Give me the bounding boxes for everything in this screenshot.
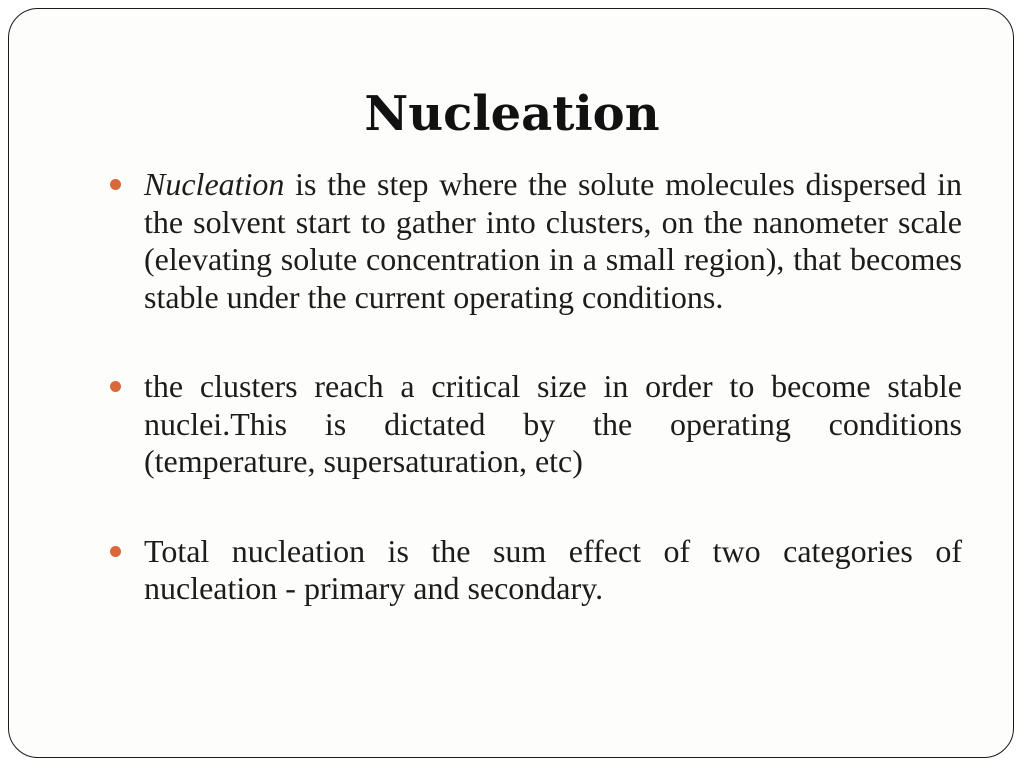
bullet-dot-icon — [110, 381, 121, 392]
bullet-1-emphasis: Nucleation — [144, 166, 285, 202]
bullet-item-1 — [144, 166, 962, 316]
bullet-3-text: Total nucleation is the sum effect of two categories of nucleation - primary and secondary. — [144, 532, 962, 606]
bullet-2-text: the clusters reach a critical size in order to become stable nuclei.This is dictated by the operating conditions (temperature, supersaturation, etc) — [144, 368, 962, 479]
slide-title: Nucleation — [364, 86, 660, 142]
bullet-list — [144, 166, 962, 608]
bullet-dot-icon — [110, 179, 121, 190]
bullet-1-text: is the step where the solute molecules dispersed in the solvent start to gather into clusters, on the nanometer scale (elevating solute concentration in a small region), that becomes stable under the current operating conditions. — [144, 166, 962, 315]
bullet-item-3 — [144, 533, 962, 608]
bullet-dot-icon — [110, 546, 121, 557]
bullet-item-2 — [144, 368, 962, 481]
